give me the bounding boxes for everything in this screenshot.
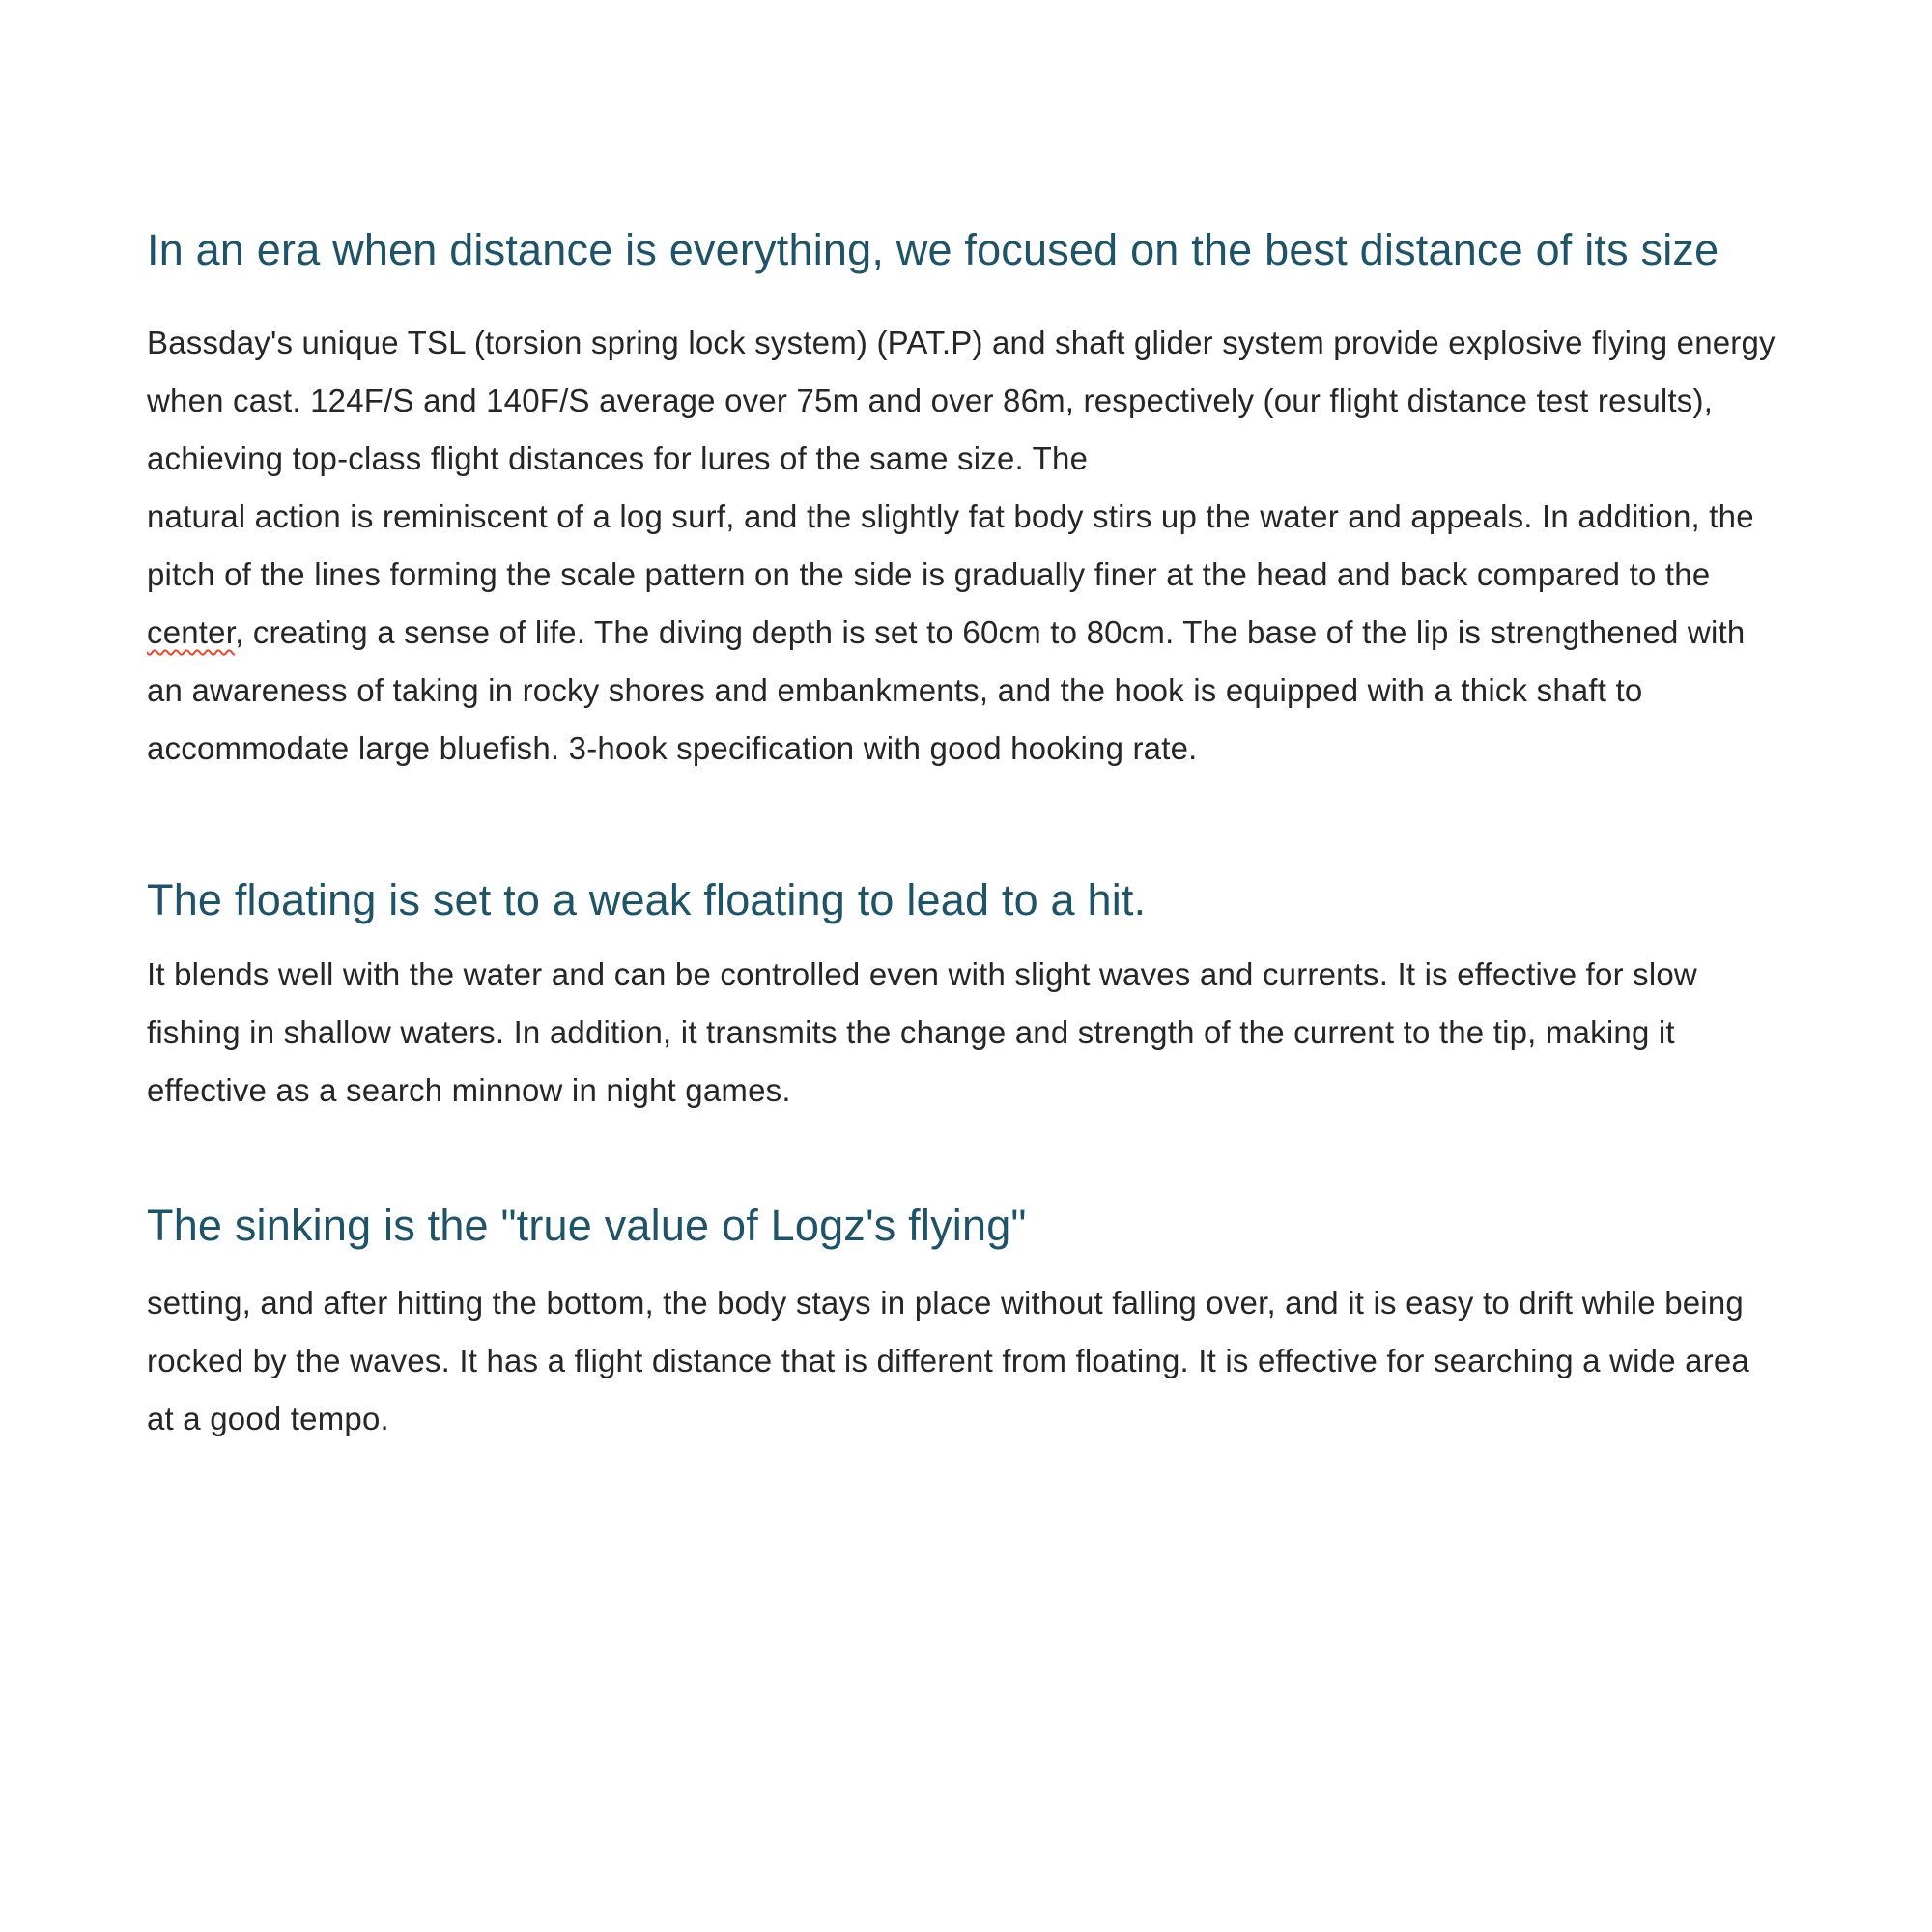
section-3-heading: The sinking is the "true value of Logz's flying" bbox=[147, 1201, 1027, 1250]
section-1-heading: In an era when distance is everything, we focused on the best distance of its size bbox=[147, 225, 1719, 274]
section-3-paragraph: setting, and after hitting the bottom, the body stays in place without falling over, and it is easy to drift while being rocked by the waves. It has a flight distance that is different from floating. It is effective for searching a wide area at a good tempo. bbox=[147, 1285, 1749, 1436]
section-2-paragraph: It blends well with the water and can be controlled even with slight waves and currents. It is effective for slow fishing in shallow waters. In addition, it transmits the change and strength of the current to the tip, making it effective as a search minnow in night games. bbox=[147, 956, 1697, 1108]
paragraph-text-after-marked: , creating a sense of life. The diving depth is set to 60cm to 80cm. The base of the lip is strengthened with an awareness of taking in rocky shores and embankments, and the hook is equipped with a thick shaft to accommodate large bluefish. 3-hook specification with good hooking rate. bbox=[147, 614, 1746, 766]
section-1-paragraph bbox=[147, 314, 1779, 778]
spellcheck-marked-word: center bbox=[147, 614, 236, 650]
section-2-heading: The floating is set to a weak floating to lead to a hit. bbox=[147, 875, 1147, 924]
paragraph-text-intro: Bassday's unique TSL (torsion spring lock system) (PAT.P) and shaft glider system provide explosive flying energy when cast. 124F/S and 140F/S average over 75m and over 86m, respectively (our flight distance test results), achieving top-class flight distances for lures of the same size. The bbox=[147, 325, 1776, 476]
paragraph-text-before-marked: natural action is reminiscent of a log surf, and the slightly fat body stirs up the water and appeals. In addition, the pitch of the lines forming the scale pattern on the side is gradually finer at the head and back compared to the bbox=[147, 498, 1754, 592]
